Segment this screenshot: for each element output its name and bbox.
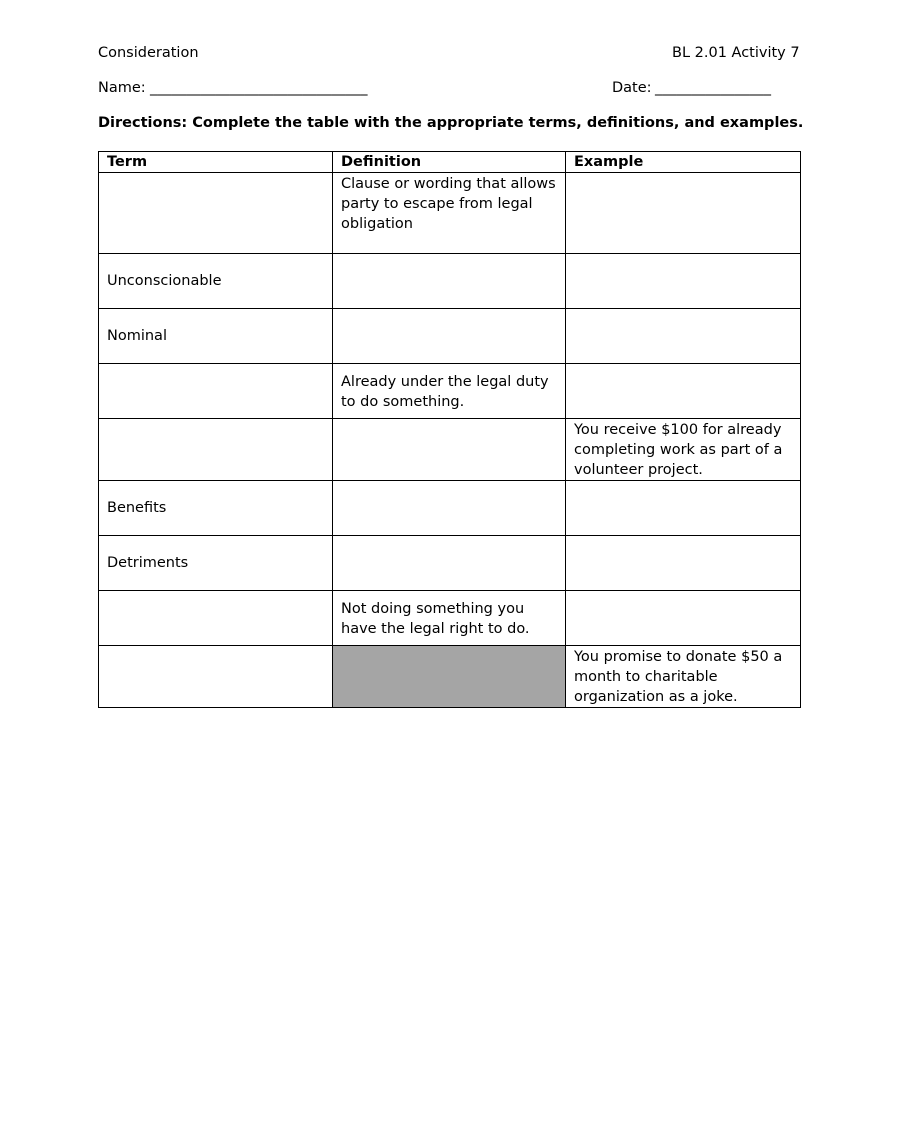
term-cell[interactable]: Benefits — [99, 481, 333, 536]
example-cell[interactable] — [566, 173, 801, 254]
term-cell[interactable]: Nominal — [99, 309, 333, 364]
example-cell[interactable] — [566, 591, 801, 646]
date-label: Date: — [612, 80, 652, 96]
table-row — [99, 481, 801, 536]
term-cell[interactable]: Unconscionable — [99, 254, 333, 309]
definition-cell[interactable]: Clause or wording that allows party to escape from legal obligation — [333, 173, 566, 254]
definition-cell[interactable] — [333, 481, 566, 536]
example-cell[interactable] — [566, 254, 801, 309]
example-cell[interactable] — [566, 364, 801, 419]
column-header-example: Example — [566, 152, 801, 173]
table-row — [99, 364, 801, 419]
name-label: Name: — [98, 80, 146, 96]
table-row — [99, 591, 801, 646]
definition-cell[interactable] — [333, 419, 566, 481]
directions-text: Directions: Complete the table with the appropriate terms, definitions, and examples. — [98, 115, 804, 131]
worksheet-title: Consideration — [98, 45, 199, 61]
table-row — [99, 419, 801, 481]
term-cell[interactable]: Detriments — [99, 536, 333, 591]
table-row — [99, 254, 801, 309]
example-cell[interactable]: You receive $100 for already completing work as part of a volunteer project. — [566, 419, 801, 481]
example-cell[interactable] — [566, 481, 801, 536]
shaded-definition-cell — [333, 646, 566, 708]
definition-cell[interactable] — [333, 536, 566, 591]
table-header-row — [99, 152, 801, 173]
date-blank[interactable]: ________________ — [655, 80, 771, 96]
term-cell[interactable] — [99, 591, 333, 646]
example-cell[interactable]: You promise to donate $50 a month to charitable organization as a joke. — [566, 646, 801, 708]
definition-cell[interactable] — [333, 254, 566, 309]
term-cell[interactable] — [99, 173, 333, 254]
example-cell[interactable] — [566, 309, 801, 364]
term-cell[interactable] — [99, 646, 333, 708]
term-cell[interactable] — [99, 419, 333, 481]
example-cell[interactable] — [566, 536, 801, 591]
table-row — [99, 173, 801, 254]
worksheet-table — [98, 151, 801, 708]
name-blank[interactable]: ______________________________ — [150, 80, 368, 96]
term-cell[interactable] — [99, 364, 333, 419]
column-header-term: Term — [99, 152, 333, 173]
definition-cell[interactable]: Not doing something you have the legal right to do. — [333, 591, 566, 646]
table-row — [99, 536, 801, 591]
activity-label: BL 2.01 Activity 7 — [672, 45, 800, 61]
definition-cell[interactable] — [333, 309, 566, 364]
column-header-definition: Definition — [333, 152, 566, 173]
definition-cell[interactable]: Already under the legal duty to do something. — [333, 364, 566, 419]
table-row — [99, 309, 801, 364]
table-row — [99, 646, 801, 708]
